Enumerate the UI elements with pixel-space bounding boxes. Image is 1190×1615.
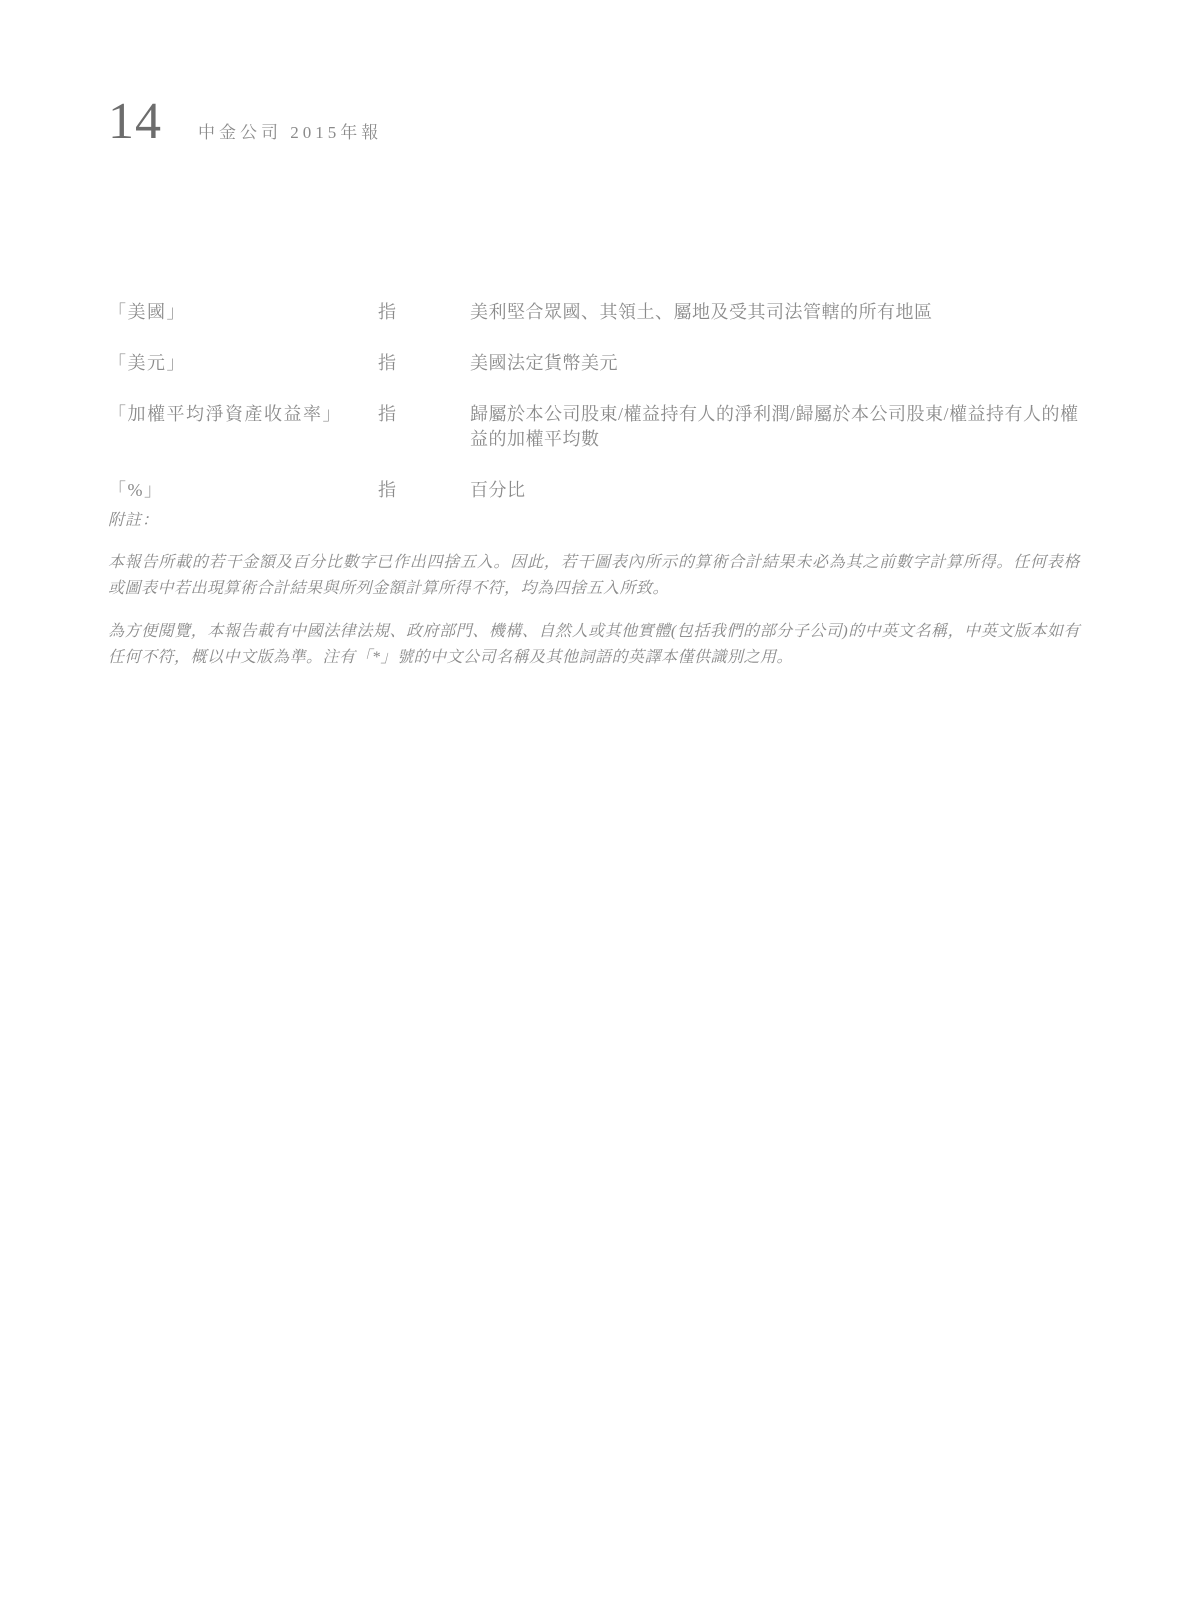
- definition-term: 「美國」: [108, 302, 186, 322]
- definition-connector: 指: [378, 404, 397, 424]
- definition-row-usd: [108, 351, 1080, 376]
- page-header: [108, 93, 383, 150]
- definition-term: 「美元」: [108, 353, 186, 373]
- definition-connector: 指: [378, 302, 397, 322]
- note-paragraph-rounding: 本報告所載的若干金額及百分比數字已作出四捨五入。因此，若干圖表內所示的算術合計結果未必為其之前數字計算所得。任何表格或圖表中若出現算術合計結果與所列金額計算所得不符，均為四捨五入所致。: [108, 554, 1080, 597]
- definition-text: 百分比: [470, 480, 526, 500]
- definition-connector: 指: [378, 353, 397, 373]
- definition-connector: 指: [378, 480, 397, 500]
- definition-term: 「加權平均淨資產收益率」: [108, 404, 342, 424]
- definitions-list: [108, 300, 1080, 503]
- report-title: 中金公司 2015年報: [198, 123, 383, 142]
- definition-text: 美國法定貨幣美元: [470, 353, 618, 373]
- definition-text: 美利堅合眾國、其領土、屬地及受其司法管轄的所有地區: [470, 302, 933, 322]
- definition-row-us: [108, 300, 1080, 325]
- notes-label: 附註：: [108, 512, 160, 529]
- definition-term: 「%」: [108, 480, 164, 500]
- definition-row-weighted-average-roe: [108, 402, 1080, 452]
- definition-row-percent: [108, 478, 1080, 503]
- definition-text: 歸屬於本公司股東/權益持有人的淨利潤/歸屬於本公司股東/權益持有人的權益的加權平均數: [470, 404, 1079, 449]
- page-number: 14: [108, 93, 162, 150]
- note-paragraph-translation: 為方便閱覽，本報告載有中國法律法規、政府部門、機構、自然人或其他實體(包括我們的部分子公司)的中英文名稱，中英文版本如有任何不符，概以中文版為準。注有「*」號的中文公司名稱及其他詞語的英譯本僅供識別之用。: [108, 623, 1080, 666]
